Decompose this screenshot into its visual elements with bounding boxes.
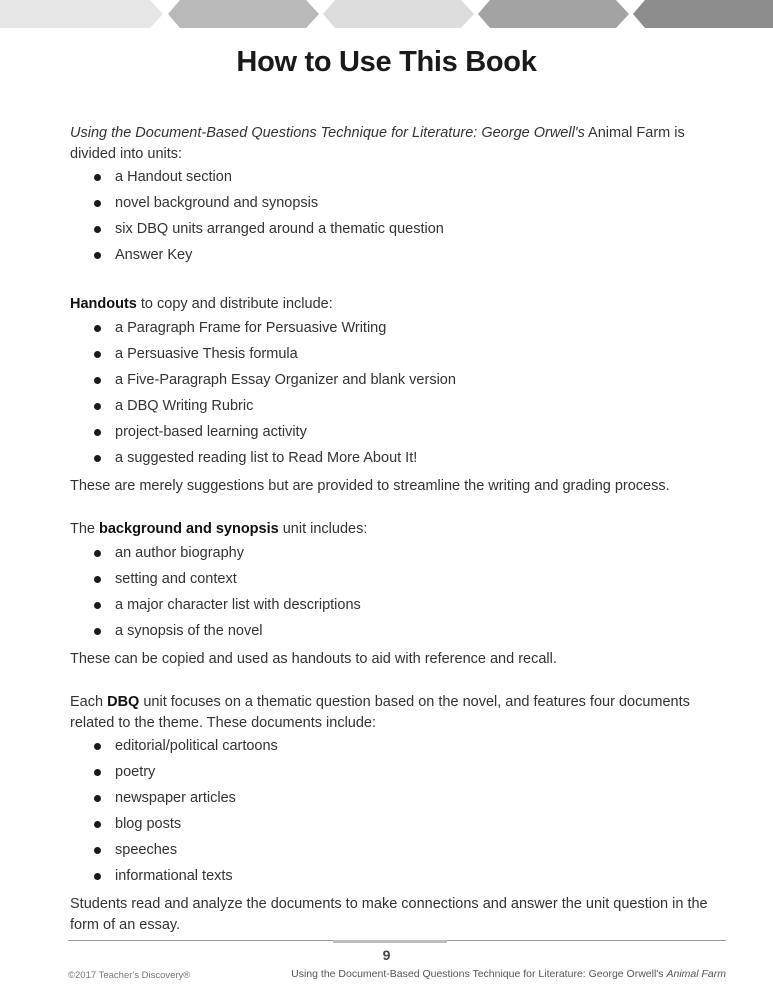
bullet-icon	[94, 351, 101, 358]
bullet-icon	[94, 873, 101, 880]
background-section	[70, 519, 730, 669]
bullet-icon	[94, 200, 101, 207]
banner-segment	[323, 0, 474, 28]
bullet-icon	[94, 403, 101, 410]
bullet-icon	[94, 795, 101, 802]
dbq-paragraph: Each DBQ unit focuses on a thematic question based on the novel, and features four documents related to the theme. These documents include:	[70, 694, 690, 731]
list-item: an author biography	[70, 543, 730, 569]
handouts-bold: Handouts	[70, 296, 137, 312]
list-item: editorial/political cartoons	[70, 736, 730, 762]
background-paragraph: The background and synopsis unit includes:	[70, 521, 368, 537]
banner-segment	[168, 0, 319, 28]
page-number: 9	[382, 947, 391, 963]
page-title: How to Use This Book	[236, 46, 537, 78]
dbq-list	[70, 736, 730, 892]
background-list	[70, 543, 730, 647]
intro-section	[70, 123, 730, 271]
list-item: a suggested reading list to Read More About It!	[70, 448, 730, 474]
banner-segment	[0, 0, 163, 28]
list-item: poetry	[70, 762, 730, 788]
footer-book-title: Using the Document-Based Questions Technique for Literature: George Orwell's Animal Farm	[291, 968, 726, 980]
dbq-section	[70, 692, 730, 935]
bullet-icon	[94, 226, 101, 233]
dbq-bold: DBQ	[107, 694, 140, 710]
header-banner	[0, 0, 773, 28]
intro-italic-text: Using the Document-Based Questions Technique for Literature: George Orwell's	[70, 125, 585, 141]
intro-text: Animal Farm is divided into units:	[70, 125, 685, 162]
bullet-icon	[94, 628, 101, 635]
bullet-icon	[94, 325, 101, 332]
list-item: a Handout section	[70, 167, 730, 193]
background-note: These can be copied and used as handouts to aid with reference and recall.	[70, 650, 557, 667]
list-item: novel background and synopsis	[70, 193, 730, 219]
list-item: a DBQ Writing Rubric	[70, 396, 730, 422]
intro-paragraph	[70, 123, 730, 164]
handouts-section	[70, 294, 730, 496]
bullet-icon	[94, 174, 101, 181]
bullet-icon	[94, 743, 101, 750]
list-item: Answer Key	[70, 245, 730, 271]
bullet-icon	[94, 252, 101, 259]
bullet-icon	[94, 576, 101, 583]
handouts-note: These are merely suggestions but are provided to streamline the writing and grading process.	[70, 477, 670, 494]
banner-segment	[478, 0, 629, 28]
bullet-icon	[94, 769, 101, 776]
copyright-notice: ©2017 Teacher's Discovery®	[68, 970, 191, 981]
list-item: a Paragraph Frame for Persuasive Writing	[70, 318, 730, 344]
bullet-icon	[94, 550, 101, 557]
bullet-icon	[94, 602, 101, 609]
bullet-icon	[94, 429, 101, 436]
handouts-list	[70, 318, 730, 474]
list-item: a major character list with descriptions	[70, 595, 730, 621]
list-item: a synopsis of the novel	[70, 621, 730, 647]
list-item: a Five-Paragraph Essay Organizer and blank version	[70, 370, 730, 396]
intro-list	[70, 167, 730, 271]
list-item: a Persuasive Thesis formula	[70, 344, 730, 370]
page-content	[70, 123, 730, 958]
list-item: newspaper articles	[70, 788, 730, 814]
background-bold: background and synopsis	[99, 521, 279, 537]
bullet-icon	[94, 821, 101, 828]
list-item: speeches	[70, 840, 730, 866]
list-item: six DBQ units arranged around a thematic question	[70, 219, 730, 245]
footer-tab-accent	[333, 940, 447, 943]
list-item: blog posts	[70, 814, 730, 840]
bullet-icon	[94, 455, 101, 462]
handouts-paragraph: Handouts to copy and distribute include:	[70, 296, 333, 312]
list-item: informational texts	[70, 866, 730, 892]
list-item: project-based learning activity	[70, 422, 730, 448]
bullet-icon	[94, 847, 101, 854]
list-item: setting and context	[70, 569, 730, 595]
dbq-note: Students read and analyze the documents to make connections and answer the unit question in the form of an essay.	[70, 896, 708, 933]
bullet-icon	[94, 377, 101, 384]
banner-segment	[633, 0, 773, 28]
